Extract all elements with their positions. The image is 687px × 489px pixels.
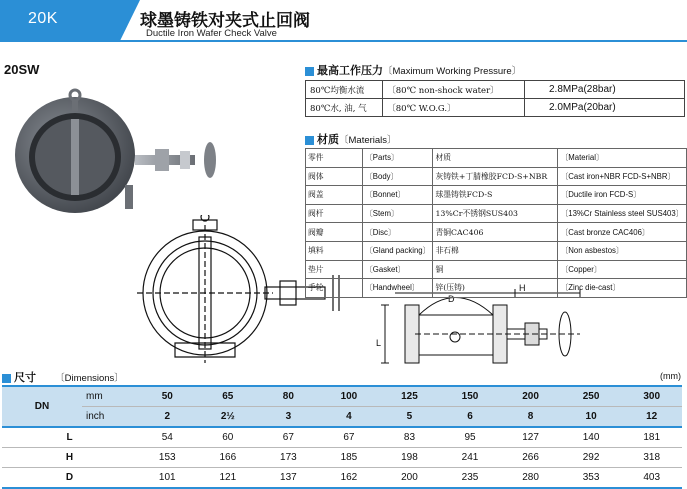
cell-value: 127 bbox=[500, 427, 561, 448]
table-row bbox=[2, 427, 682, 448]
dn-mm: 150 bbox=[440, 386, 501, 407]
pressure-table bbox=[305, 80, 525, 117]
material-en: 〔Cast bronze CAC406〕 bbox=[558, 223, 687, 242]
table-row bbox=[306, 149, 687, 168]
cell-value: 83 bbox=[379, 427, 440, 448]
dn-mm: 50 bbox=[137, 386, 198, 407]
table-row bbox=[2, 407, 682, 428]
material-en: 〔Ductile iron FCD-S〕 bbox=[558, 186, 687, 205]
pressure-value: 2.8MPa(28bar) bbox=[525, 81, 685, 99]
part-en: 〔Handwheel〕 bbox=[363, 279, 433, 298]
model-number: 20SW bbox=[4, 62, 40, 77]
table-row bbox=[306, 167, 687, 186]
materials-heading-cn: 材质 bbox=[317, 133, 339, 146]
cell-value: 318 bbox=[621, 448, 682, 468]
cell-value: 235 bbox=[440, 468, 501, 489]
dn-mm: 200 bbox=[500, 386, 561, 407]
part-cn: 阀杆 bbox=[306, 204, 363, 223]
cell-value: 153 bbox=[137, 448, 198, 468]
inch-label: inch bbox=[82, 407, 137, 428]
cell-value: 101 bbox=[137, 468, 198, 489]
header-rule bbox=[0, 40, 687, 42]
material-cn: 青铜CAC406 bbox=[433, 223, 558, 242]
cell-value: 60 bbox=[198, 427, 259, 448]
dimensions-heading-cn: 尺寸 bbox=[14, 371, 36, 384]
cell-value: 54 bbox=[137, 427, 198, 448]
cell-value: 198 bbox=[379, 448, 440, 468]
cell-value: 403 bbox=[621, 468, 682, 489]
dn-mm: 125 bbox=[379, 386, 440, 407]
table-row bbox=[306, 204, 687, 223]
pressure-values bbox=[525, 80, 685, 117]
material-en: 〔13%Cr Stainless steel SUS403〕 bbox=[558, 204, 687, 223]
table-row bbox=[306, 260, 687, 279]
dim-label-d: D bbox=[448, 294, 455, 304]
table-row bbox=[2, 448, 682, 468]
cell-value: 95 bbox=[440, 427, 501, 448]
materials-heading bbox=[305, 131, 397, 147]
materials-heading-en: 〔Materials〕 bbox=[339, 135, 397, 146]
part-cn: 填料 bbox=[306, 241, 363, 260]
valve-section-drawing bbox=[375, 285, 590, 380]
dn-mm: 65 bbox=[198, 386, 259, 407]
pressure-cond-cn: 80℃均衡水流 bbox=[306, 81, 383, 99]
cell-value: 292 bbox=[561, 448, 622, 468]
bullet-square-icon bbox=[305, 136, 314, 145]
table-row bbox=[306, 186, 687, 205]
cell-value: 173 bbox=[258, 448, 319, 468]
part-cn: 阀盖 bbox=[306, 186, 363, 205]
dim-label-h: H bbox=[519, 283, 526, 293]
material-cn: 13%Cr不锈钢SUS403 bbox=[433, 204, 558, 223]
cell-value: 162 bbox=[319, 468, 380, 489]
cell-value: 200 bbox=[379, 468, 440, 489]
part-cn: 垫片 bbox=[306, 260, 363, 279]
dn-inch: 12 bbox=[621, 407, 682, 428]
dn-mm: 300 bbox=[621, 386, 682, 407]
dn-inch: 5 bbox=[379, 407, 440, 428]
dn-inch: 10 bbox=[561, 407, 622, 428]
table-row bbox=[306, 223, 687, 242]
dn-mm: 80 bbox=[258, 386, 319, 407]
dn-inch: 2 bbox=[137, 407, 198, 428]
row-label: H bbox=[2, 448, 137, 468]
dn-inch: 6 bbox=[440, 407, 501, 428]
bullet-square-icon bbox=[2, 374, 11, 383]
dn-inch: 4 bbox=[319, 407, 380, 428]
part-en: 〔Stem〕 bbox=[363, 204, 433, 223]
material-en: 〔Cast iron+NBR FCD-S+NBR〕 bbox=[558, 167, 687, 186]
part-en: 〔Bonnet〕 bbox=[363, 186, 433, 205]
part-en: 〔Disc〕 bbox=[363, 223, 433, 242]
material-cn: 非石棉 bbox=[433, 241, 558, 260]
material-cn: 铜 bbox=[433, 260, 558, 279]
table-row bbox=[306, 279, 687, 298]
material-en: 〔Non asbestos〕 bbox=[558, 241, 687, 260]
dn-inch: 3 bbox=[258, 407, 319, 428]
table-row bbox=[306, 99, 525, 117]
valve-photo bbox=[5, 85, 235, 215]
cell-value: 266 bbox=[500, 448, 561, 468]
cell-value: 121 bbox=[198, 468, 259, 489]
dimensions-heading-en: 〔Dimensions〕 bbox=[55, 373, 124, 384]
product-code: 20K bbox=[28, 10, 58, 27]
cell-value: 241 bbox=[440, 448, 501, 468]
pressure-heading bbox=[305, 62, 521, 78]
part-cn: 阀瓣 bbox=[306, 223, 363, 242]
pressure-heading-en: 〔Maximum Working Pressure〕 bbox=[383, 66, 522, 77]
dn-mm: 100 bbox=[319, 386, 380, 407]
pressure-heading-cn: 最高工作压力 bbox=[317, 64, 383, 77]
row-label: L bbox=[2, 427, 137, 448]
cell-value: 185 bbox=[319, 448, 380, 468]
part-cn: 手轮 bbox=[306, 279, 363, 298]
row-label: D bbox=[2, 468, 137, 489]
table-row bbox=[306, 81, 525, 99]
unit-label: (mm) bbox=[660, 371, 681, 381]
pressure-cond-en: 〔80℃ W.O.G.〕 bbox=[383, 99, 525, 117]
cell-value: 166 bbox=[198, 448, 259, 468]
part-en: 〔Body〕 bbox=[363, 167, 433, 186]
dimensions-table bbox=[2, 385, 682, 489]
dn-inch: 2½ bbox=[198, 407, 259, 428]
part-en: 〔Gland packing〕 bbox=[363, 241, 433, 260]
part-en: 〔Parts〕 bbox=[363, 149, 433, 168]
dn-label: DN bbox=[2, 386, 82, 427]
mm-label: mm bbox=[82, 386, 137, 407]
bullet-square-icon bbox=[305, 67, 314, 76]
part-cn: 阀体 bbox=[306, 167, 363, 186]
part-cn: 零件 bbox=[306, 149, 363, 168]
dn-inch: 8 bbox=[500, 407, 561, 428]
dim-label-l: L bbox=[376, 338, 382, 348]
material-cn: 材质 bbox=[433, 149, 558, 168]
cell-value: 280 bbox=[500, 468, 561, 489]
material-en: 〔Material〕 bbox=[558, 149, 687, 168]
pressure-cond-cn: 80℃水, 油, 气 bbox=[306, 99, 383, 117]
material-cn: 球墨铸铁FCD-S bbox=[433, 186, 558, 205]
material-cn: 锌(压铸) bbox=[433, 279, 558, 298]
material-en: 〔Zinc die-cast〕 bbox=[558, 279, 687, 298]
dimensions-heading bbox=[2, 369, 124, 385]
dn-mm: 250 bbox=[561, 386, 622, 407]
table-row bbox=[2, 386, 682, 407]
materials-table bbox=[305, 148, 687, 298]
cell-value: 140 bbox=[561, 427, 622, 448]
cell-value: 137 bbox=[258, 468, 319, 489]
cell-value: 181 bbox=[621, 427, 682, 448]
cell-value: 67 bbox=[258, 427, 319, 448]
page-subtitle: Ductile Iron Wafer Check Valve bbox=[146, 28, 277, 39]
cell-value: 67 bbox=[319, 427, 380, 448]
part-en: 〔Gasket〕 bbox=[363, 260, 433, 279]
table-row bbox=[306, 241, 687, 260]
pressure-value: 2.0MPa(20bar) bbox=[525, 99, 685, 117]
pressure-cond-en: 〔80℃ non-shock water〕 bbox=[383, 81, 525, 99]
material-cn: 灰铸铁+丁腈橡胶FCD-S+NBR bbox=[433, 167, 558, 186]
cell-value: 353 bbox=[561, 468, 622, 489]
page-title: 球墨铸铁对夹式止回阀 bbox=[140, 11, 310, 31]
material-en: 〔Copper〕 bbox=[558, 260, 687, 279]
